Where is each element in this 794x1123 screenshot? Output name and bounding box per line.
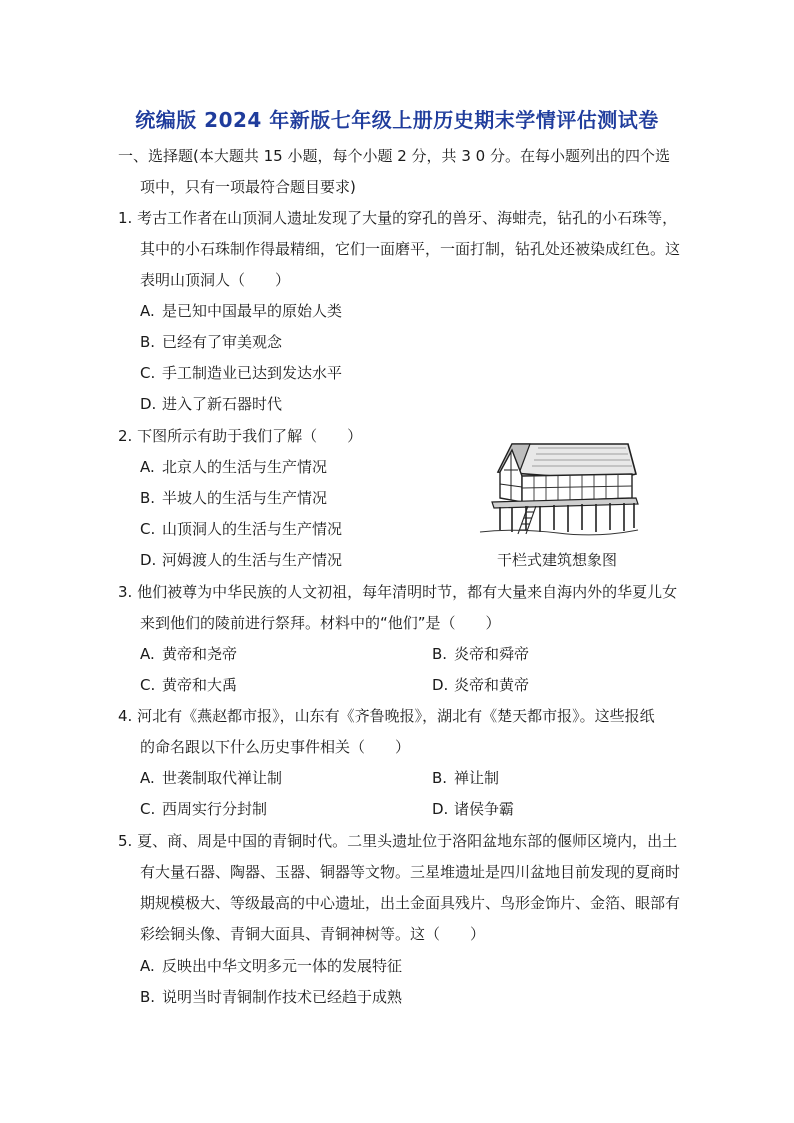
q4-stem-line-2: 的命名跟以下什么历史事件相关（ ） xyxy=(140,738,411,756)
section-heading-line-2: 项中，只有一项最符合题目要求) xyxy=(140,178,356,196)
q5-stem-line-4: 彩绘铜头像、青铜大面具、青铜神树等。这（ ） xyxy=(140,925,486,943)
q1-option-a: A. 是已知中国最早的原始人类 xyxy=(140,302,343,320)
q2-option-a: A. 北京人的生活与生产情况 xyxy=(140,458,328,476)
q5-option-b: B. 说明当时青铜制作技术已经趋于成熟 xyxy=(140,988,403,1006)
q1-option-b: B. 已经有了审美观念 xyxy=(140,333,283,351)
q5-stem-line-2: 有大量石器、陶器、玉器、铜器等文物。三星堆遗址是四川盆地目前发现的夏商时 xyxy=(140,863,681,881)
q3-stem-line-2: 来到他们的陵前进行祭拜。材料中的“他们”是（ ） xyxy=(140,614,501,632)
q4-option-b: B. 禅让制 xyxy=(432,769,500,787)
q1-option-d: D. 进入了新石器时代 xyxy=(140,395,283,413)
q2-option-d: D. 河姆渡人的生活与生产情况 xyxy=(140,551,343,569)
q1-stem-line-1: 1. 考古工作者在山顶洞人遗址发现了大量的穿孔的兽牙、海蚶壳，钻孔的小石珠等， xyxy=(118,209,678,227)
q4-option-a: A. 世袭制取代禅让制 xyxy=(140,769,283,787)
q5-stem-line-1: 5. 夏、商、周是中国的青铜时代。二里头遗址位于洛阳盆地东部的偃师区境内，出土 xyxy=(118,832,678,850)
q3-option-c: C. 黄帝和大禹 xyxy=(140,676,238,694)
q3-option-d: D. 炎帝和黄帝 xyxy=(432,676,530,694)
q4-option-d: D. 诸侯争霸 xyxy=(432,800,515,818)
stilt-house-illustration xyxy=(478,440,640,538)
q5-stem-line-3: 期规模极大、等级最高的中心遗址，出土金面具残片、鸟形金饰片、金箔、眼部有 xyxy=(140,894,681,912)
q1-stem-line-2: 其中的小石珠制作得最精细，它们一面磨平，一面打制，钻孔处还被染成红色。这 xyxy=(140,240,681,258)
q2-option-c: C. 山顶洞人的生活与生产情况 xyxy=(140,520,343,538)
q5-option-a: A. 反映出中华文明多元一体的发展特征 xyxy=(140,957,403,975)
exam-title: 统编版 2024 年新版七年级上册历史期末学情评估测试卷 xyxy=(135,108,659,132)
q2-stem-line-1: 2. 下图所示有助于我们了解（ ） xyxy=(118,427,363,445)
q3-option-b: B. 炎帝和舜帝 xyxy=(432,645,530,663)
q4-option-c: C. 西周实行分封制 xyxy=(140,800,268,818)
q4-stem-line-1: 4. 河北有《燕赵都市报》，山东有《齐鲁晚报》，湖北有《楚天都市报》。这些报纸 xyxy=(118,707,655,725)
q3-option-a: A. 黄帝和尧帝 xyxy=(140,645,238,663)
q3-stem-line-1: 3. 他们被尊为中华民族的人文初祖，每年清明时节，都有大量来自海内外的华夏儿女 xyxy=(118,583,678,601)
q2-option-b: B. 半坡人的生活与生产情况 xyxy=(140,489,328,507)
section-heading-line-1: 一、选择题(本大题共 15 小题，每个小题 2 分，共 3 0 分。在每小题列出的四个选 xyxy=(118,147,670,165)
figure-caption: 干栏式建筑想象图 xyxy=(497,551,618,569)
q1-option-c: C. 手工制造业已达到发达水平 xyxy=(140,364,343,382)
q1-stem-line-3: 表明山顶洞人（ ） xyxy=(140,271,291,289)
